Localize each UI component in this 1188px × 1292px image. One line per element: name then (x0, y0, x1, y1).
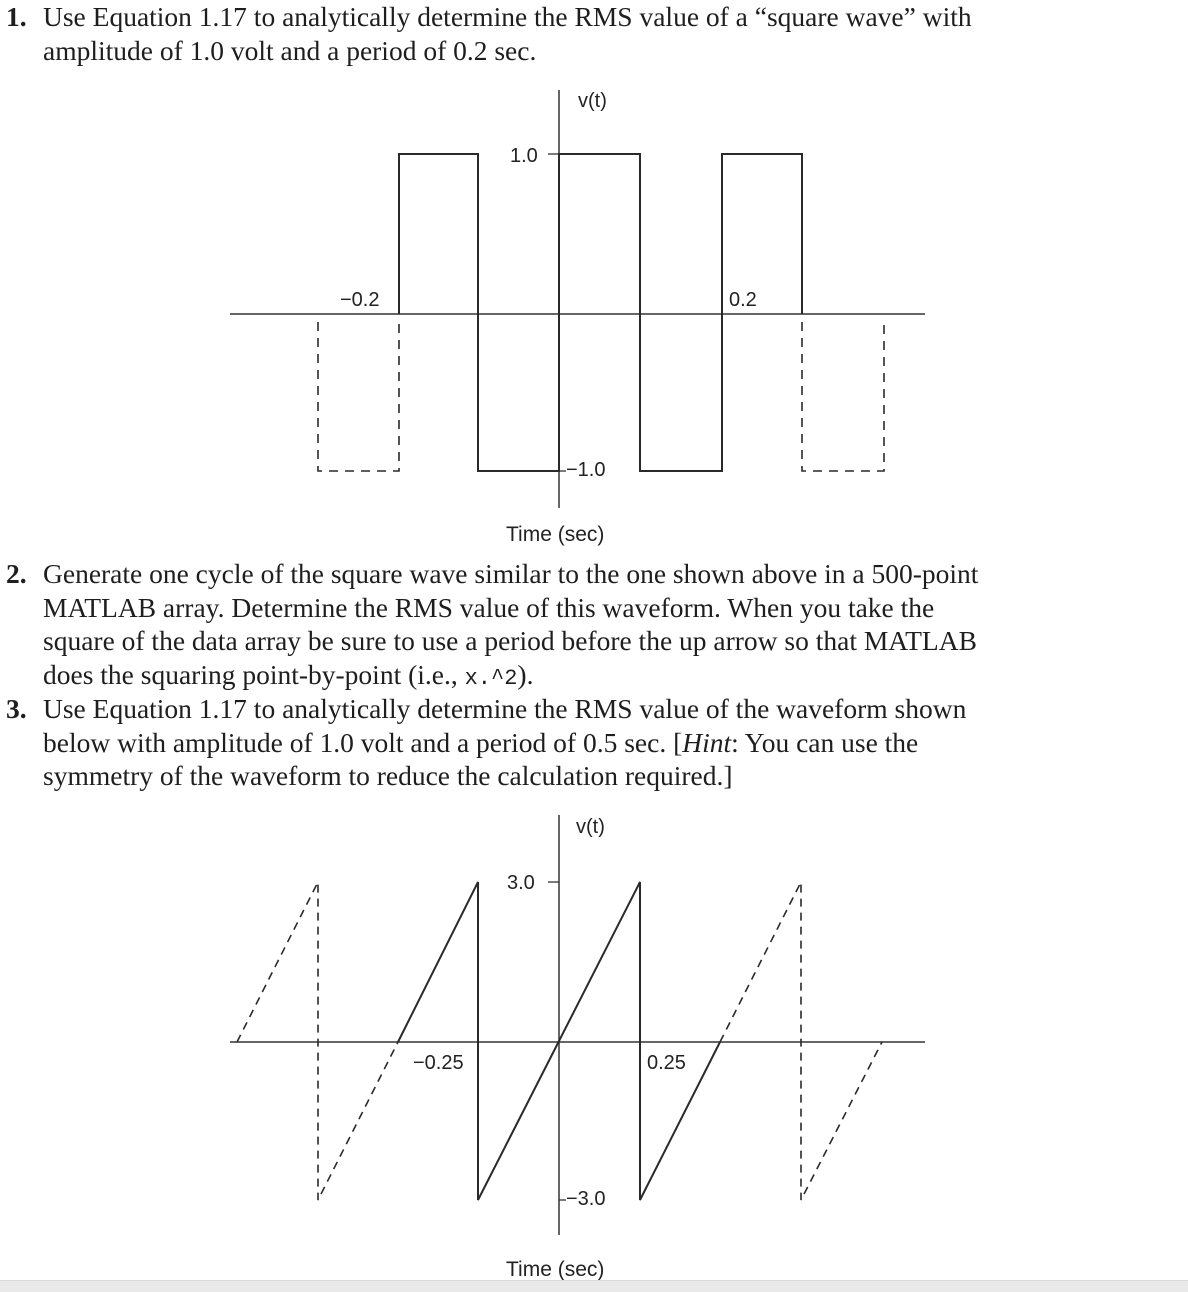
y-tick-label-bottom: −3.0 (566, 1188, 606, 1210)
x-axis-label: Time (sec) (506, 1258, 605, 1280)
matlab-code-snippet: x.^2 (464, 665, 518, 691)
problem-2-number: 2. (6, 558, 27, 589)
problem-3-line-1: Use Equation 1.17 to analytically determine the RMS value of the waveform shown (43, 693, 967, 724)
problem-3-number: 3. (6, 693, 27, 724)
problem-1-line-2: amplitude of 1.0 volt and a period of 0.2 sec. (43, 34, 537, 66)
y-axis-label: v(t) (576, 816, 605, 838)
problem-3-line-2-text: below with amplitude of 1.0 volt and a period of 0.5 sec. [ (43, 726, 683, 758)
square-wave-solid-trace (399, 154, 802, 471)
problem-2-line-4-text: does the squaring point-by-point (i.e., (43, 658, 465, 690)
problem-1-line-1: Use Equation 1.17 to analytically determine the RMS value of a “square wave” with (43, 1, 972, 32)
x-tick-label-right: 0.2 (729, 289, 757, 311)
sawtooth-dashed-right (720, 882, 882, 1200)
bottom-edge-bar (0, 1280, 1188, 1292)
problem-3-line-3: symmetry of the waveform to reduce the calculation required.] (43, 760, 733, 791)
x-tick-label-left: −0.2 (340, 289, 380, 311)
problem-3-line-2 (43, 726, 918, 760)
problem-2-line-3: square of the data array be sure to use a period before the up arrow so that MATLAB (43, 625, 977, 656)
x-tick-label-left: −0.25 (413, 1052, 464, 1074)
y-axis-label: v(t) (578, 90, 607, 112)
problem-3-line-2-end: : You can use the (731, 726, 919, 758)
x-axis-label: Time (sec) (506, 523, 605, 546)
square-wave-dashed-right (802, 322, 884, 471)
sawtooth-dashed-left (237, 882, 398, 1200)
problem-2-line-4 (43, 658, 533, 696)
square-wave-dashed-left (318, 322, 399, 471)
y-tick-label-bottom: −1.0 (566, 459, 606, 481)
problem-2-line-1: Generate one cycle of the square wave similar to the one shown above in a 500-point (43, 558, 979, 589)
sawtooth-wave-figure (0, 805, 1188, 1280)
problem-1-number: 1. (6, 1, 27, 32)
y-tick-label-top: 1.0 (510, 145, 538, 167)
hint-label: Hint (682, 726, 732, 758)
problem-2-line-4-end: ). (517, 658, 534, 690)
y-tick-label-top: 3.0 (507, 872, 535, 894)
x-tick-label-right: 0.25 (647, 1052, 686, 1074)
problem-2-line-2: MATLAB array. Determine the RMS value of this waveform. When you take the (43, 591, 935, 623)
square-wave-figure (0, 80, 1188, 550)
